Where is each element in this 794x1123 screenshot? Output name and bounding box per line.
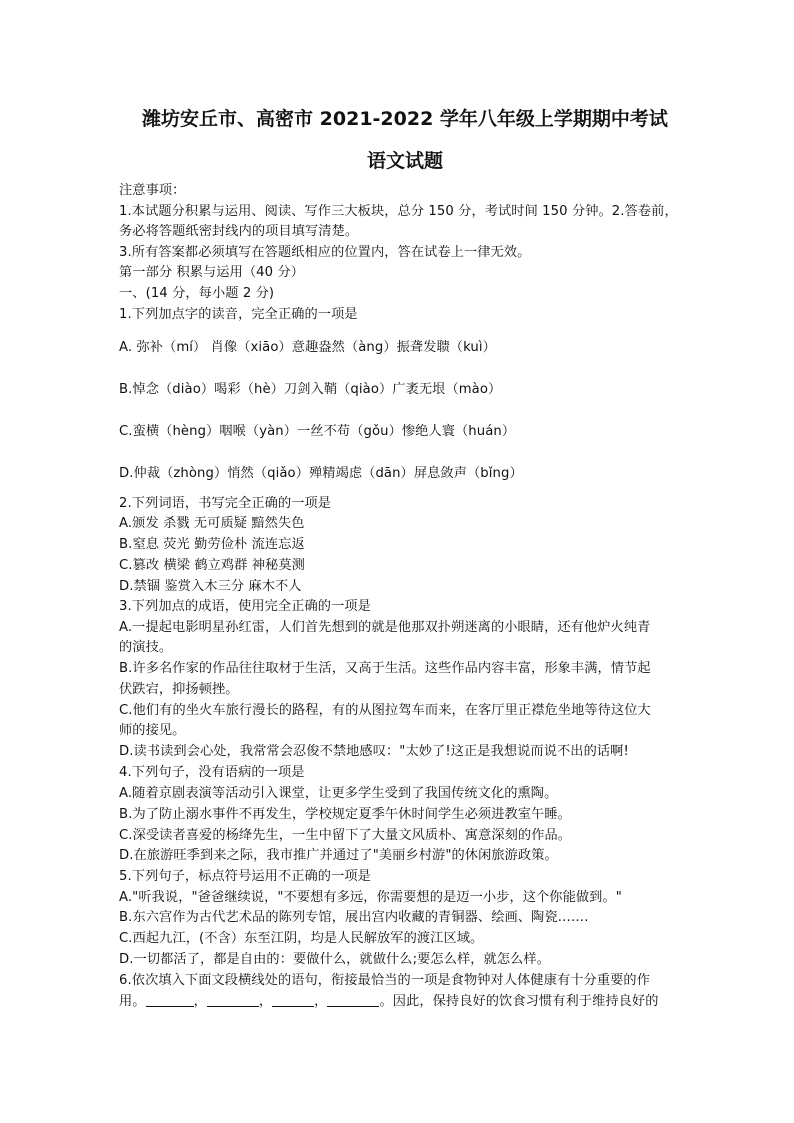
notice-line: 1.本试题分积累与运用、阅读、写作三大板块，总分 150 分，考试时间 150 分钟。2.答卷前， [119, 204, 678, 219]
question-stem: 1.下列加点字的读音，完全正确的一项是 [119, 307, 358, 322]
option-a: A.颁发 杀戮 无可质疑 黯然失色 [119, 516, 305, 531]
question-stem: 2.下列词语，书写完全正确的一项是 [119, 496, 332, 511]
option-c: C.他们有的坐火车旅行漫长的路程，有的从图拉驾车而来，在客厅里正襟危坐地等待这位大 [119, 703, 651, 718]
option-b: B.悼念（diào）喝彩（hè）刀剑入鞘（qiào）广袤无垠（mào） [119, 382, 502, 397]
fill-blank [327, 992, 379, 1007]
exam-subtitle: 语文试题 [366, 150, 443, 172]
comma: ， [258, 994, 273, 1009]
option-c: C.篡改 横梁 鹤立鸡群 神秘莫测 [119, 558, 305, 573]
exam-title: 潍坊安丘市、高密市 2021-2022 学年八年级上学期期中考试 [142, 108, 668, 130]
option-c: C.西起九江，(不含）东至江阴，均是人民解放军的渡江区域。 [119, 931, 484, 946]
option-c: C.深受读者喜爱的杨绛先生，一生中留下了大量文风质朴、寓意深刻的作品。 [119, 828, 572, 843]
notice-heading: 注意事项： [119, 183, 186, 198]
option-c-cont: 师的接见。 [119, 723, 186, 738]
question-stem: 4.下列句子，没有语病的一项是 [119, 765, 305, 780]
part-heading: 第一部分 积累与运用（40 分） [119, 265, 305, 280]
fill-blank [146, 992, 194, 1007]
stem-text: 。因此，保持良好的饮食习惯有利于维持良好的 [379, 994, 659, 1009]
notice-line: 务必将答题纸密封线内的项目填写清楚。 [119, 224, 359, 239]
option-a: A.随着京剧表演等活动引入课堂，让更多学生受到了我国传统文化的熏陶。 [119, 786, 558, 801]
option-b: B.东六宫作为古代艺术品的陈列专馆，展出宫内收藏的青铜器、绘画、陶瓷……. [119, 910, 589, 925]
fill-blank [272, 992, 314, 1007]
option-d: D.仲裁（zhòng）悄然（qiǎo）殚精竭虑（dān）屏息敛声（bǐng） [119, 466, 523, 481]
option-b: B.许多名作家的作品往往取材于生活，又高于生活。这些作品内容丰富，形象丰满，情节起 [119, 661, 651, 676]
option-a: A. 弥补（mí） 肖像（xiāo）意趣盎然（àng）振聋发聩（kuì） [119, 340, 496, 355]
option-c: C.蛮横（hèng）咽喉（yàn）一丝不苟（gǒu）惨绝人寰（huán） [119, 424, 516, 439]
option-b-cont: 伏跌宕，抑扬顿挫。 [119, 682, 239, 697]
stem-text: 用。 [119, 994, 146, 1009]
option-d: D.在旅游旺季到来之际，我市推广并通过了"美丽乡村游"的休闲旅游政策。 [119, 848, 558, 863]
comma: ， [314, 994, 328, 1009]
option-a: A."听我说，"爸爸继续说，"不要想有多远，你需要想的是迈一小步，这个你能做到。" [119, 890, 622, 905]
option-b: B.窒息 荧光 勤劳俭朴 流连忘返 [119, 537, 305, 552]
question-stem: 3.下列加点的成语，使用完全正确的一项是 [119, 599, 371, 614]
comma: ， [193, 994, 207, 1009]
option-d: D.读书读到会心处，我常常会忍俊不禁地感叹："太妙了!这正是我想说而说不出的话啊! [119, 744, 629, 759]
option-d: D.禁锢 鉴赏入木三分 麻木不人 [119, 579, 302, 594]
question-stem-cont [119, 992, 659, 1012]
option-a: A.一提起电影明星孙红雷，人们首先想到的就是他那双扑朔迷离的小眼睛，还有他炉火纯青 [119, 620, 651, 635]
option-b: B.为了防止溺水事件不再发生，学校规定夏季午休时间学生必须进教室午睡。 [119, 807, 571, 822]
option-d: D.一切都活了，都是自由的：要做什么，就做什么;要怎么样，就怎么样。 [119, 952, 550, 967]
question-stem: 6.依次填入下面文段横线处的语句，衔接最恰当的一项是食物钟对人体健康有十分重要的作 [119, 973, 650, 988]
question-stem: 5.下列句子，标点符号运用不正确的一项是 [119, 869, 371, 884]
notice-line: 3.所有答案都必须填写在答题纸相应的位置内，答在试卷上一律无效。 [119, 245, 531, 260]
fill-blank [207, 992, 259, 1007]
section-heading: 一、(14 分，每小题 2 分) [119, 286, 275, 301]
option-a-cont: 的演技。 [119, 640, 173, 655]
